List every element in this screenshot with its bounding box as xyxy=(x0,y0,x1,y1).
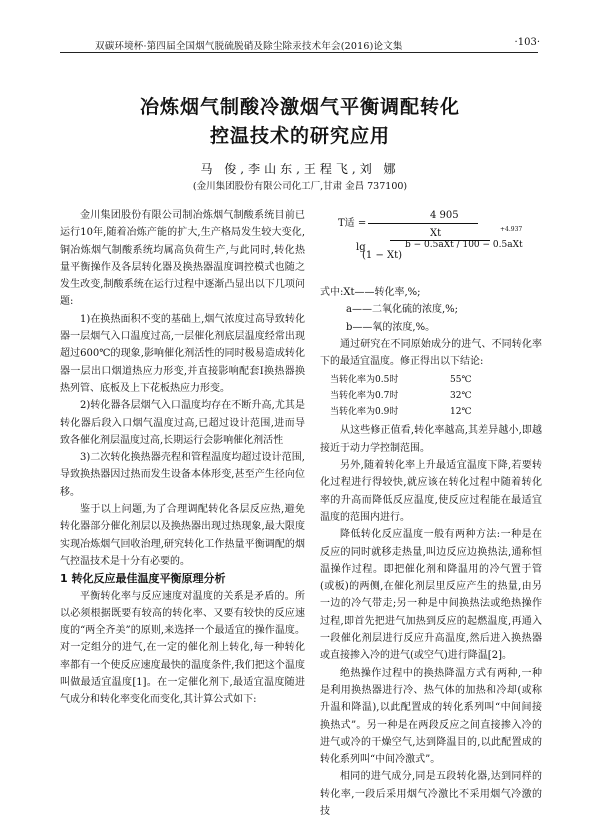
article-title-line2: 控温技术的研究应用 xyxy=(209,125,390,147)
optimal-temperature-formula xyxy=(320,210,542,285)
formula-sqrt: b − 0.5aXt / 100 − 0.5aXt xyxy=(405,240,523,250)
paragraph: 绝热操作过程中的换热降温方式有两种,一种是利用换热器进行冷、热气体的加热和冷却(或称升温和降温),以此配置成的转化系列叫“中间间接换热式”。另一种是在两段反应之间直接掺入冷的进气或冷的干燥空气,达到降温目的,以此配置成的转化系列叫“中间冷激式”。 xyxy=(320,667,542,766)
row-label: 当转化率为0.9时 xyxy=(330,407,399,418)
table-row xyxy=(330,404,542,420)
right-column xyxy=(320,284,542,820)
definition-xt: 式中:Xt——转化率,%; xyxy=(320,287,421,298)
definition-b: b——氧的浓度,%。 xyxy=(346,321,436,333)
formula-inner-x: Xt xyxy=(430,228,442,239)
paragraph: 降低转化反应温度一般有两种方法:一种是在反应的同时就移走热量,叫边反应边换热法,通称恒温操作过程。即把催化剂和降温用的冷气置于管(或板)的两侧,在催化剂层里反应产生的热量,由另一边的冷气带走;另一种是中间换热法或绝热操作过程,即首先把进气加热到反应的起燃温度,再通入一段催化剂层进行反应升高温度,然后进入换热器或直接掺入冷的进气(或空气)进行降温[2]。 xyxy=(320,529,542,662)
running-title: 双碳环境杯·第四届全国烟气脱硫脱硝及除尘除汞技术年会(2016)论文集 xyxy=(95,41,403,52)
affiliation: (金川集团股份有限公司化工厂,甘肃 金昌 737100) xyxy=(192,181,408,192)
formula-exponent: +4.937 xyxy=(500,226,523,233)
table-row xyxy=(330,388,542,404)
paragraph: 鉴于以上问题,为了合理调配转化各层反应热,避免转化器部分催化剂层以及换热器出现过热现象,最大限度实现冶炼烟气回收治理,研究转化工作热量平衡调配的烟气控温技术是十分有必要的。 xyxy=(60,504,305,567)
row-value: 55℃ xyxy=(450,375,472,386)
table-row xyxy=(330,372,542,388)
formula-paren: (1 − Xt) xyxy=(362,250,403,261)
paragraph: 1)在换热面积不变的基础上,烟气浓度过高导致转化器一层烟气入口温度过高,一层催化剂底层温度经常出现超过600℃的现象,影响催化剂活性的同时极易造成转化器一层出口烟道热应力形变,并直接影响配套Ⅰ换热器换热列管、底板及上下花板热应力形变。 xyxy=(60,313,305,394)
paragraph: 金川集团股份有限公司制冶炼烟气制酸系统目前已运行10年,随着冶炼产能的扩大,生产格局发生较大变化,铜冶炼烟气制酸系统均属高负荷生产,与此同时,转化热量平衡操作及各层转化器及换热器温度调控模式也随之发生改变,制酸系统在运行过程中逐渐凸显出以下几项问题: xyxy=(60,210,305,308)
paragraph: 3)二次转化换热器壳程和管程温度均超过设计范围,导致换热器因过热而发生设备本体形变,甚至产生径向位移。 xyxy=(60,452,305,498)
left-column xyxy=(60,207,305,709)
definition-a: a——二氧化硫的浓度,%; xyxy=(346,304,459,316)
formula-numerator: 4 905 xyxy=(430,210,459,221)
header-rule xyxy=(60,52,538,53)
paragraph: 2)转化器各层烟气入口温度均存在不断升高,尤其是转化器后段入口烟气温度过高,已超过设计范围,进而导致各催化剂层温度过高,长期运行会影响催化剂活性 xyxy=(60,400,305,446)
formula-lhs: T适 = xyxy=(338,218,367,229)
page-header xyxy=(0,0,600,50)
correction-table xyxy=(330,372,542,420)
paragraph: 从这些修正值看,转化率越高,其差异越小,即越接近于动力学控制范围。 xyxy=(320,425,542,454)
row-value: 32℃ xyxy=(450,391,472,402)
paragraph: 相同的进气成分,同是五段转化器,达到同样的转化率,一段后采用烟气冷激比不采用烟气冷激的技 xyxy=(320,771,542,818)
row-label: 当转化率为0.5时 xyxy=(330,375,399,386)
paragraph: 另外,随着转化率上升最适宜温度下降,若要转化过程进行得较快,就应该在转化过程中随着转化率的升高而降低反应温度,使反应过程能在最适宜温度的范围内进行。 xyxy=(320,460,542,523)
row-value: 12℃ xyxy=(450,407,472,418)
variable-definitions xyxy=(320,284,542,336)
row-label: 当转化率为0.7时 xyxy=(330,391,399,402)
author-list: 马 俊,李山东,王程飞,刘 娜 xyxy=(200,162,400,176)
section-heading: 1 转化反应最佳温度平衡原理分析 xyxy=(60,572,226,586)
paragraph: 平衡转化率与反应速度对温度的关系是矛盾的。所以必须根据既要有较高的转化率、又要有较快的反应速度的“两全齐美”的原则,来选择一个最适宜的操作温度。对一定组分的进气,在一定的催化剂上转化,每一种转化率都有一个使反应速度最快的温度条件,我们把这个温度叫做最适宜温度[1]。在一定催化剂下,最适宜温度随进气成分和转化率变化而变化,其计算公式如下: xyxy=(60,590,305,706)
paragraph: 通过研究在不同原始成分的进气、不同转化率下的最适宜温度。修正得出以下结论: xyxy=(320,338,542,368)
page-number: ·103· xyxy=(514,37,540,48)
formula-lg: lg xyxy=(356,242,366,253)
article-title-line1: 冶炼烟气制酸冷激烟气平衡调配转化 xyxy=(139,96,460,118)
fraction-bar xyxy=(368,223,478,224)
